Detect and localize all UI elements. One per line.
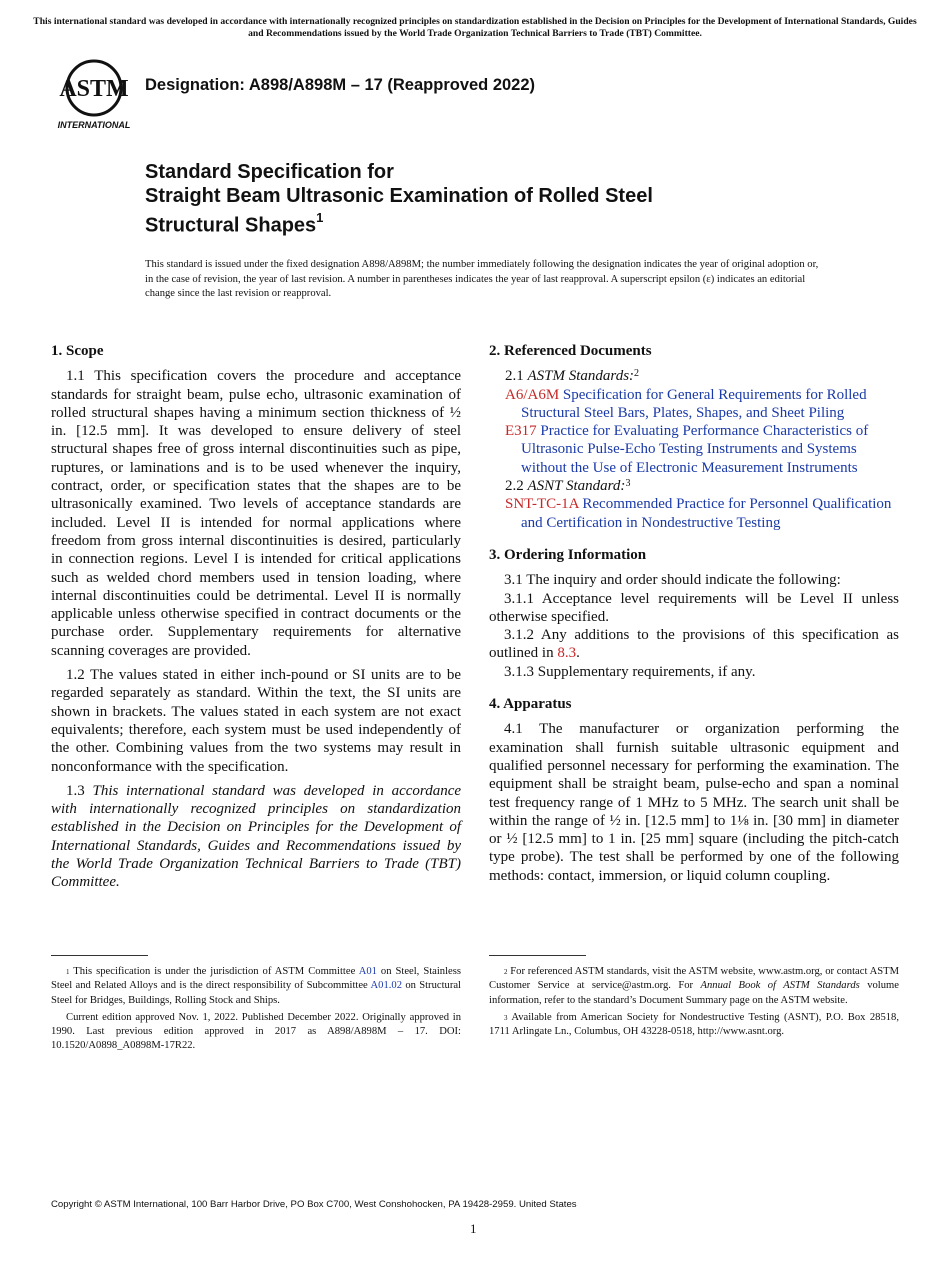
copyright-line: Copyright © ASTM International, 100 Barr Harbor Drive, PO Box C700, West Conshohocken, PA 19428-2959. United States	[51, 1199, 577, 1210]
title-line-1: Standard Specification for	[145, 161, 394, 183]
section-heading-apparatus: 4. Apparatus	[489, 696, 572, 713]
footnotes-left	[51, 965, 461, 1057]
reference-e317[interactable]: E317 Practice for Evaluating Performance Characteristics of Ultrasonic Pulse-Echo Testing Instruments and Systems without the Use of Electronic Measurement Instruments	[505, 423, 869, 476]
title-footnote-mark: 1	[316, 210, 324, 225]
title-line-3: Structural Shapes$^1$	[145, 210, 324, 237]
ordering-3-1-1: 3.1.1 Acceptance level requirements will be Level II unless otherwise specified.	[489, 590, 899, 625]
apparatus-4-1: 4.1 The manufacturer or organization performing the examination shall furnish suitable ultrasonic equipment and qualified personnel necessary for performing the examination. The equipment shall be straight beam, pulse-echo and span a nominal test frequency range of 1 MHz to 5 MHz. The search unit shall be within the range of ½ in. [12.5 mm] to 1⅛ in. [30 mm] in diameter or ½ [12.5 mm] to 1 in. [25 mm] square (including the pitch-catch type probe). The test shall be performed by one of the following methods: contact, immersion, or liquid column coupling.	[489, 721, 899, 884]
astm-logo	[52, 58, 136, 132]
ordering-3-1: 3.1 The inquiry and order should indicate the following:	[504, 572, 841, 589]
svg-text:INTERNATIONAL: INTERNATIONAL	[57, 120, 131, 130]
footnote-1-edition: Current edition approved Nov. 1, 2022. Published December 2022. Originally approved in 1990. Last previous edition approved in 2017 as A898/A898M – 17. DOI: 10.1520/A0898_A0898M-17R22.	[51, 1011, 461, 1052]
svg-text:ASTM: ASTM	[59, 76, 129, 102]
left-column	[51, 342, 461, 898]
section-heading-referenced-documents: 2. Referenced Documents	[489, 343, 652, 359]
subcommittee-a01-02-link[interactable]: A01.02	[370, 980, 402, 992]
astm-standards-label: 2.1 ASTM Standards:$^2$	[505, 368, 640, 385]
reference-snt-tc-1a[interactable]: SNT-TC-1A Recommended Practice for Personnel Qualification and Certification in Nondestructive Testing	[505, 496, 892, 531]
asnt-standard-label: 2.2 ASNT Standard:$^3$	[505, 478, 631, 495]
ordering-3-1-2: 3.1.2 Any additions to the provisions of this specification as outlined in 8.3.	[489, 627, 899, 662]
section-8-3-link[interactable]: 8.3	[557, 645, 577, 662]
footnotes-right	[489, 965, 899, 1042]
footnote-1: $^1$ This specification is under the jurisdiction of ASTM Committee A01 on Steel, Stainless Steel and Related Alloys and is the direct responsibility of Subcommittee A01.02 on Structural Steel for Bridges, Buildings, Rolling Stock and Ships.	[51, 966, 461, 1006]
footnote-rule-right	[489, 955, 586, 956]
committee-a01-link[interactable]: A01	[358, 966, 377, 977]
issue-note: This standard is issued under the fixed designation A898/A898M; the number immediately following the designation indicates the year of original adoption or, in the case of revision, the year of last revision. A number in parentheses indicates the year of last reapproval. A superscript epsilon (ε) indicates an editorial change since the last revision or reapproval.	[145, 259, 819, 299]
footnote-2: $^2$ For referenced ASTM standards, visit the ASTM website, www.astm.org, or contact ASTM Customer Service at service@astm.org. For Annual Book of ASTM Standards volume information, refer to the standard’s Document Summary page on the ASTM website.	[489, 966, 899, 1006]
section-heading-ordering: 3. Ordering Information	[489, 546, 647, 563]
designation: Designation: A898/A898M – 17 (Reapproved 2022)	[145, 76, 536, 94]
page-number: 1	[470, 1221, 477, 1236]
document-title	[145, 160, 845, 238]
right-column	[489, 342, 899, 891]
footnote-rule-left	[51, 955, 148, 956]
reference-a6[interactable]: A6/A6M Specification for General Requirements for Rolled Structural Steel Bars, Plates, Shapes, and Sheet Piling	[505, 386, 867, 421]
top-notice: This international standard was developed in accordance with internationally recognized principles on standardization established in the Decision on Principles for the Development of International Standards, Guides and Recommendations issued by the World Trade Organization Technical Barriers to Trade (TBT) Committee.	[33, 16, 917, 39]
scope-paragraph-1-1: 1.1 This specification covers the procedure and acceptance standards for straight beam, pulse echo, ultrasonic examination of rolled structural shapes having a minimum section thickness of ½ in. [12.5 mm]. It was developed to ensure delivery of steel structural shapes free of gross internal discontinuities such as pipe, ruptures, or laminations and is to be used whenever the inquiry, contract, order, or specification states that the shapes are to be ultrasonically examined. Two levels of acceptance standards are included. Level II is intended for normal applications where freedom from gross internal discontinuities is desired, particularly in connection regions. Level I is intended for critical applications such as welded chord members used in tension loading, where internal discontinuities could be detrimental. Level II is normally applicable unless otherwise specified in contract documents or the purchase order. Supplementary requirements for alternative scanning coverages are provided.	[51, 368, 461, 659]
scope-paragraph-1-3: 1.3 This international standard was developed in accordance with internationally recognized principles on standardization established in the Decision on Principles for the Development of International Standards, Guides and Recommendations issued by the World Trade Organization Technical Barriers to Trade (TBT) Committee.	[51, 782, 462, 891]
title-line-2: Straight Beam Ultrasonic Examination of Rolled Steel	[145, 185, 653, 207]
footnote-3: $^3$ Available from American Society for Nondestructive Testing (ASNT), P.O. Box 28518, 1711 Arlingate Ln., Columbus, OH 43228-0518, http://www.asnt.org.	[489, 1011, 899, 1038]
ordering-3-1-3: 3.1.3 Supplementary requirements, if any.	[504, 663, 756, 680]
scope-paragraph-1-2: 1.2 The values stated in either inch-pound or SI units are to be regarded separately as standard. Within the text, the SI units are shown in brackets. The values stated in each system are not exact equivalents; therefore, each system must be used independently of the other. Combining values from the two systems may result in nonconformance with the specification.	[51, 667, 461, 775]
section-heading-scope: 1. Scope	[51, 343, 104, 359]
